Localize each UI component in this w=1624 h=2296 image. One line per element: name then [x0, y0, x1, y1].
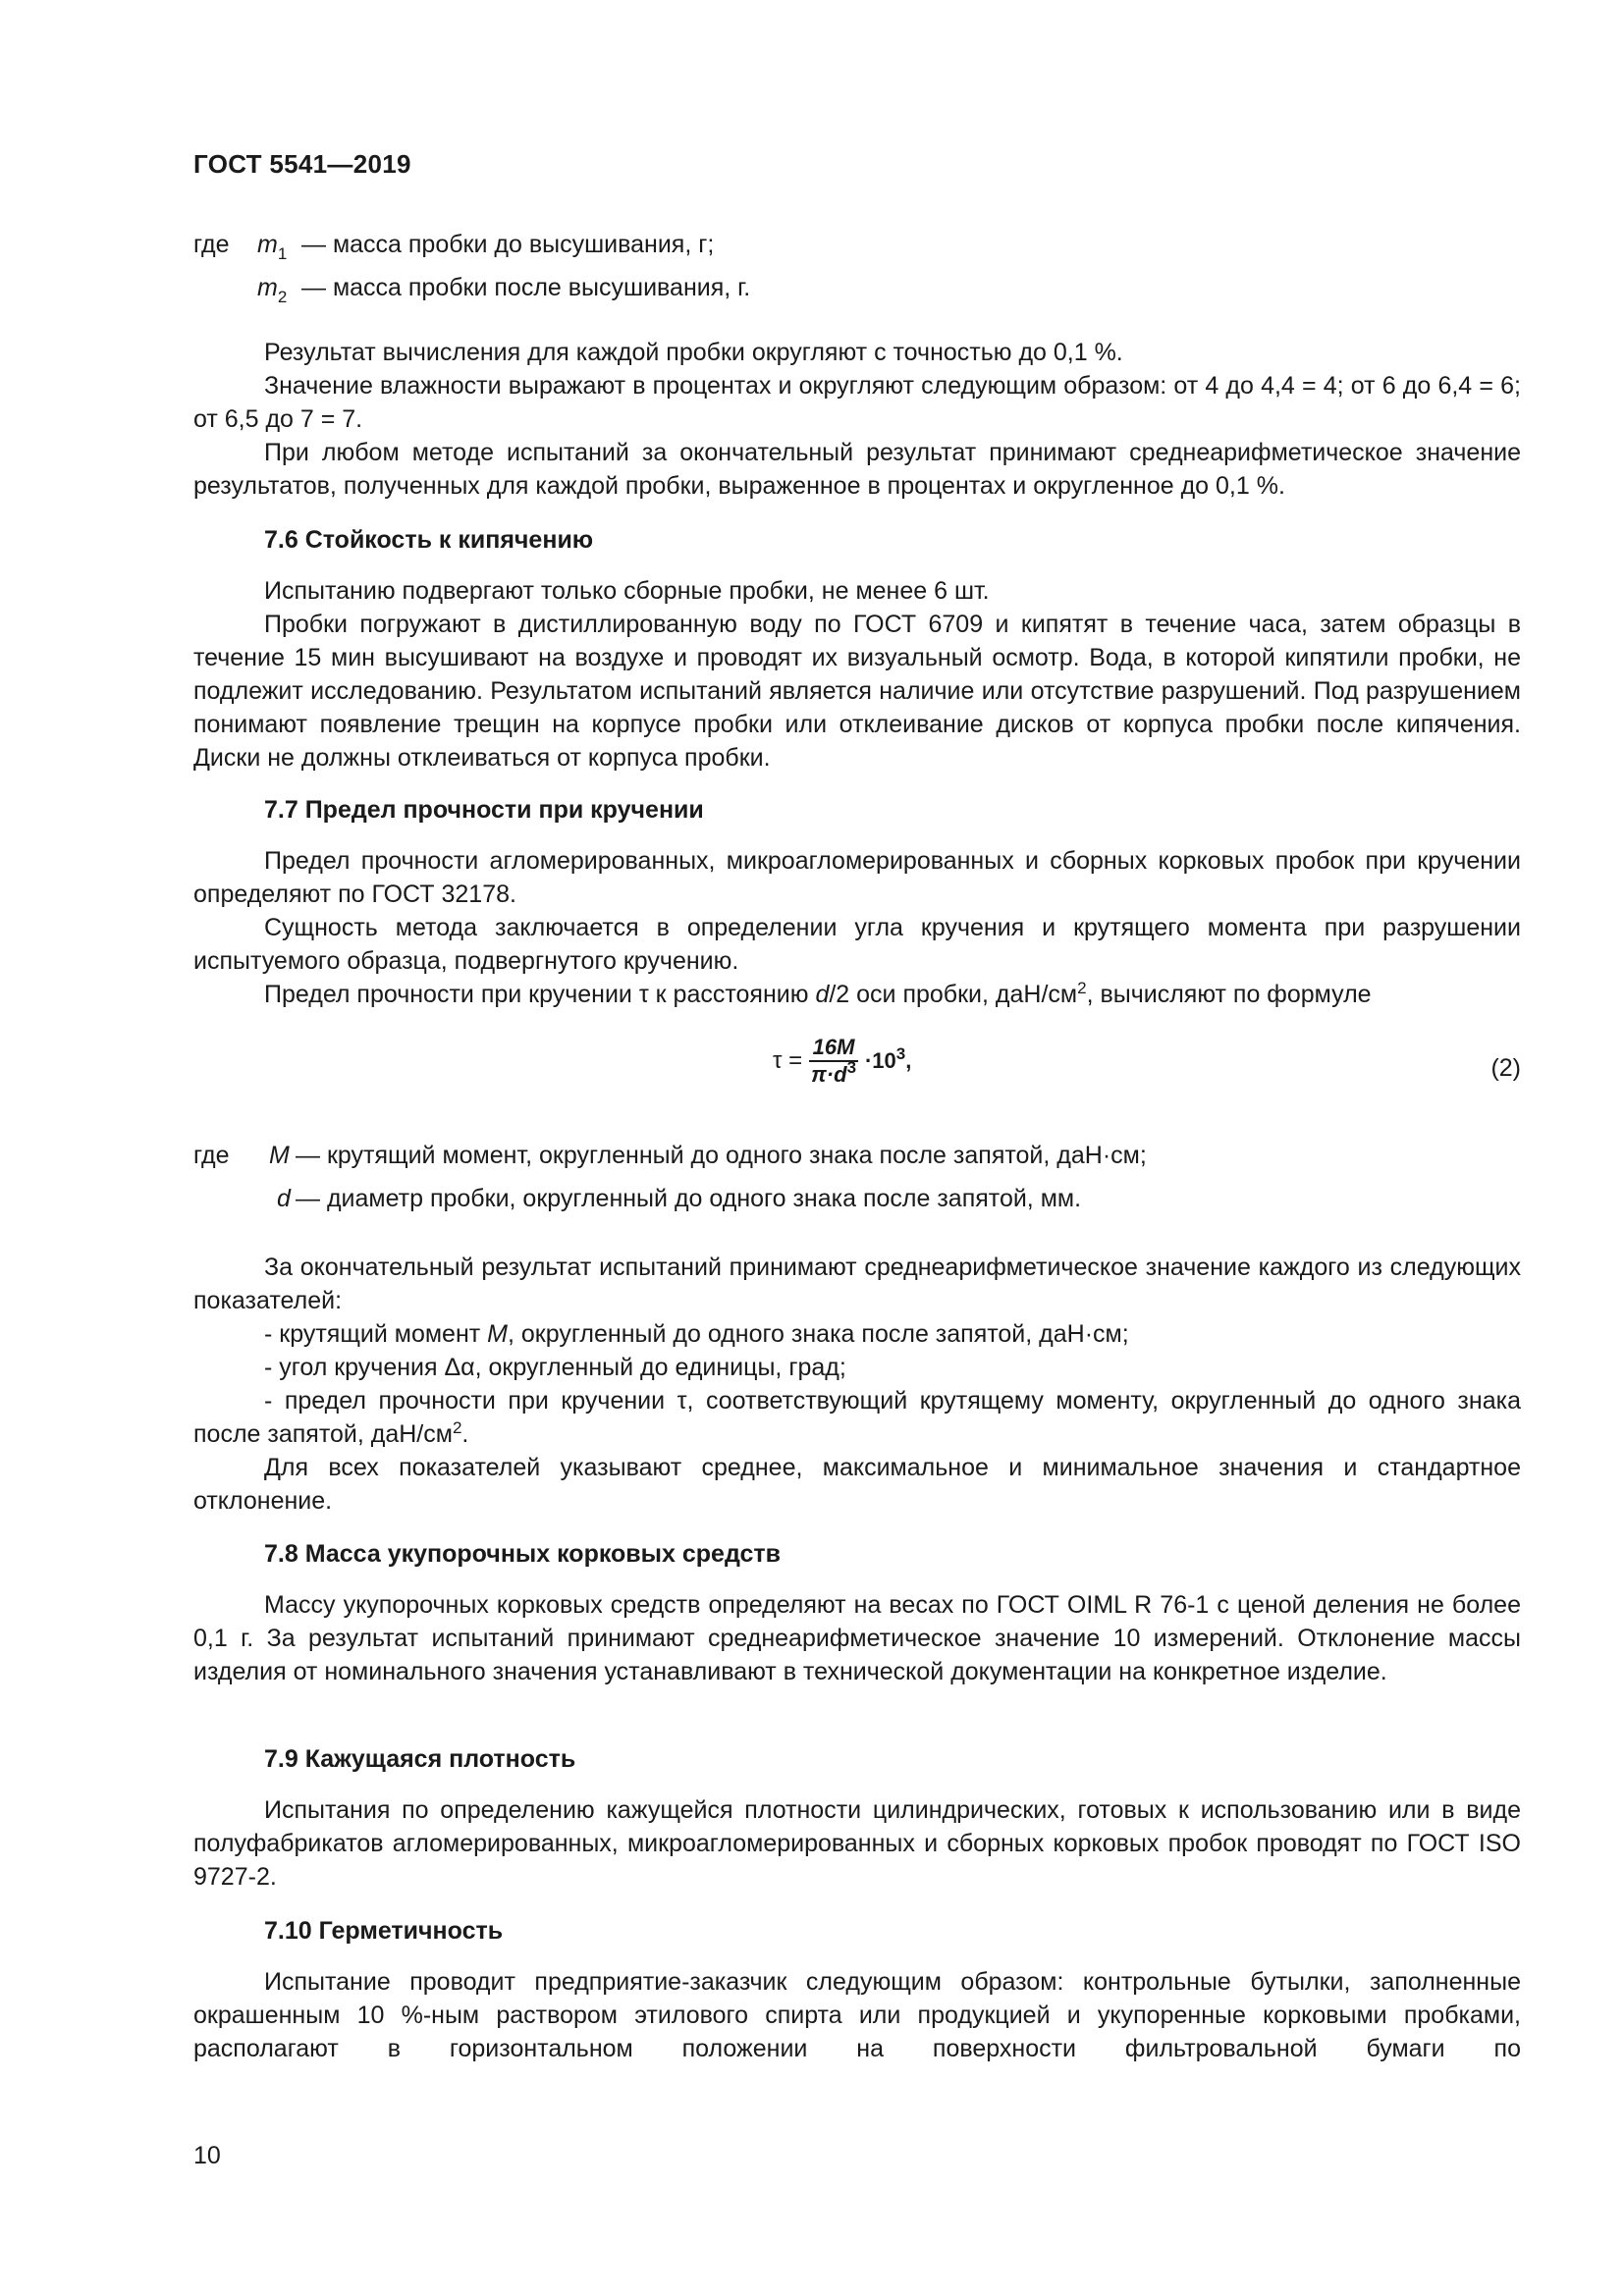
where-word: где [193, 231, 230, 258]
section-title: 7.6 Стойкость к кипячению [264, 526, 594, 554]
list-item: - угол кручения Δα, округленный до единицы, град; [264, 1354, 846, 1381]
paragraph-formula-intro: Предел прочности при кручении τ к расстоянию d/2 оси пробки, даН/$см^2$, вычисляют по формуле [264, 979, 1372, 1008]
paragraph: Сущность метода заключается в определении угла кручения и крутящего момента при разрушении испытуемого образца, подвергнутого кручению. [193, 914, 1521, 975]
section-7-7-results [193, 1251, 1521, 1518]
paragraph: Для всех показателей указывают среднее, максимальное и минимальное значения и стандартное отклонение. [193, 1454, 1521, 1515]
where-block-mass [193, 228, 1521, 314]
where-row [193, 1182, 1521, 1225]
section-title: 7.10 Герметичность [264, 1917, 504, 1945]
list-item: - предел прочности при кручении τ, соответствующий крутящему моменту, округленный до одного знака после запятой, даН/$см^2$. [193, 1387, 1521, 1448]
variable-M: M [269, 1142, 290, 1169]
section-title: 7.7 Предел прочности при кручении [264, 796, 704, 824]
variable-m2: $m_2$ [257, 274, 288, 306]
paragraph: Испытания по определению кажущейся плотности цилиндрических, готовых к использованию или в виде полуфабрикатов агломерированных, микроагломерированных и сборных корковых пробок проводят по ГОСТ ISO 9727-2. [193, 1796, 1521, 1891]
section-7-6 [193, 523, 1521, 774]
paragraph-final-result: При любом методе испытаний за окончательный результат принимают среднеарифметическое значение результатов, полученных для каждой пробки, выраженное в процентах и округленное до 0,1 %. [193, 439, 1521, 500]
where-word: где [193, 1142, 230, 1169]
section-title: 7.9 Кажущаяся плотность [264, 1745, 576, 1773]
paragraph: Предел прочности агломерированных, микроагломерированных и сборных корковых пробок при кручении определяют по ГОСТ 32178. [193, 847, 1521, 908]
section-7-10 [193, 1914, 1521, 2065]
formula-fraction: $\frac{16M}{\pi\cdot d^3}$ [811, 1035, 857, 1087]
where-row [193, 228, 1521, 271]
paragraph-humidity: Значение влажности выражают в процентах и округляют следующим образом: от 4 до 4,4 = 4; от 6 до 6,4 = 6; от 6,5 до 7 = 7. [193, 372, 1521, 433]
paragraph: За окончательный результат испытаний принимают среднеарифметическое значение каждого из следующих показателей: [193, 1254, 1521, 1314]
document-header: ГОСТ 5541—2019 [193, 149, 411, 179]
section-7-9 [193, 1742, 1521, 1894]
formula-number: (2) [1490, 1054, 1521, 1082]
formula-2 [193, 1035, 1521, 1103]
section-7-7 [193, 793, 1521, 1011]
page-number: 10 [193, 2142, 221, 2169]
paragraph: Испытанию подвергают только сборные пробки, не менее 6 шт. [264, 577, 990, 605]
variable-m2-description: — масса пробки после высушивания, г. [301, 274, 751, 301]
formula-expression: τ = $\frac{16M}{\pi\cdot d^3}$ $\cdot 10^3$, [773, 1035, 912, 1087]
where-row [193, 1139, 1521, 1182]
paragraph: Испытание проводит предприятие-заказчик следующим образом: контрольные бутылки, заполненные окрашенным 10 %-ным раствором этилового спирта или продукцией и укупоренные корковыми пробками, располагают в горизонтальном положении на поверхности фильтровальной бумаги по [193, 1968, 1521, 2062]
variable-d: d [277, 1185, 291, 1212]
list-item: - крутящий момент M, округленный до одного знака после запятой, даН·см; [264, 1320, 1129, 1348]
paragraph: Пробки погружают в дистиллированную воду по ГОСТ 6709 и кипятят в течение часа, затем образцы в течение 15 мин высушивают на воздухе и проводят их визуальный осмотр. Вода, в которой кипятили пробки, не подлежит исследованию. Результатом испытаний является наличие или отсутствие разрушений. Под разрушением понимают появление трещин на корпусе пробки или отклеивание дисков от корпуса пробки после кипячения. Диски не должны отклеиваться от корпуса пробки. [193, 611, 1521, 772]
variable-m1-description: — масса пробки до высушивания, г; [301, 231, 715, 258]
variable-d-description: — диаметр пробки, округленный до одного знака после запятой, мм. [296, 1185, 1082, 1212]
humidity-results-section [193, 336, 1521, 503]
where-block-torque [193, 1139, 1521, 1225]
variable-m1: $m_1$ [257, 231, 288, 263]
paragraph: Массу укупорочных корковых средств определяют на весах по ГОСТ OIML R 76-1 с ценой деления не более 0,1 г. За результат испытаний принимают среднеарифметическое значение 10 измерений. Отклонение массы изделия от номинального значения устанавливают в технической документации на конкретное изделие. [193, 1591, 1521, 1685]
where-row [193, 271, 1521, 314]
section-title: 7.8 Масса укупорочных корковых средств [264, 1540, 782, 1568]
paragraph-rounding: Результат вычисления для каждой пробки округляют с точностью до 0,1 %. [264, 339, 1123, 366]
variable-M-description: — крутящий момент, округленный до одного знака после запятой, даН·см; [296, 1142, 1147, 1169]
section-7-8 [193, 1537, 1521, 1688]
